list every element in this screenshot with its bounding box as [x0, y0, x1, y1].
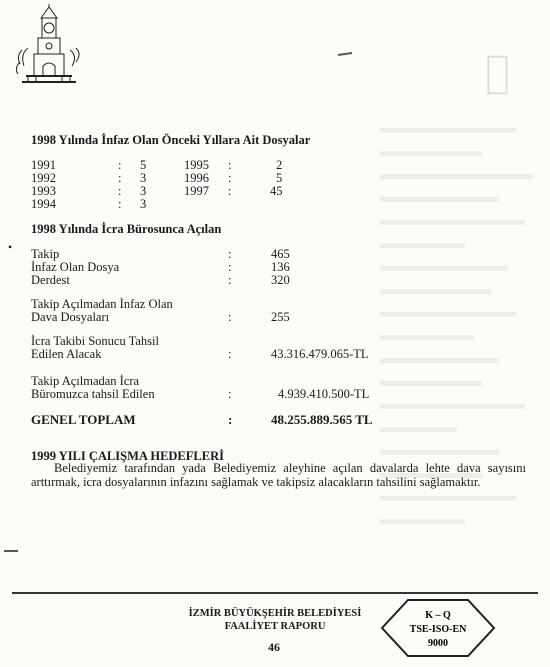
stat-label: Takip [31, 247, 60, 261]
quality-badge [378, 596, 498, 660]
colon: : [228, 247, 232, 261]
stat-value: 465 [271, 247, 290, 261]
stat-label-line1: Takip Açılmadan İnfaz Olan [31, 297, 173, 311]
year-cell: 1991 [31, 158, 56, 172]
scan-mark [338, 52, 352, 56]
colon: : [228, 412, 233, 427]
section-heading-prior-years: 1998 Yılında İnfaz Olan Önceki Yıllara Ait Dosyalar [31, 133, 311, 147]
footer-line1: İZMİR BÜYÜKŞEHİR BELEDİYESİ [188, 608, 362, 619]
colon: : [118, 158, 122, 172]
colon: : [118, 184, 122, 198]
stat-label-line1: İcra Takibi Sonucu Tahsil [31, 334, 159, 348]
year-cell: 1997 [184, 184, 209, 198]
stat-label-line1: Takip Açılmadan İcra [31, 374, 140, 388]
badge-top-text: K – Q [425, 610, 451, 621]
amount-value: 43.316.479.065-TL [271, 347, 369, 361]
amount-value: 4.939.410.500-TL [278, 387, 370, 401]
count-cell: 2 [276, 158, 283, 172]
year-cell: 1993 [31, 184, 56, 198]
footer-rule [12, 592, 538, 594]
count-cell: 5 [276, 171, 283, 185]
colon: : [228, 171, 232, 185]
stat-label-line2: Edilen Alacak [31, 347, 102, 361]
grand-total-value: 48.255.889.565 TL [271, 412, 373, 427]
footer-publisher [165, 607, 385, 633]
count-cell: 3 [140, 184, 147, 198]
stat-value: 320 [271, 273, 290, 287]
stat-label: İnfaz Olan Dosya [31, 260, 120, 274]
stat-value: 136 [271, 260, 290, 274]
badge-bottom-text: 9000 [428, 638, 448, 649]
colon: : [228, 260, 232, 274]
year-cell: 1992 [31, 171, 56, 185]
count-cell: 45 [270, 184, 283, 198]
year-cell: 1996 [184, 171, 209, 185]
stat-label-line2: Dava Dosyaları [31, 310, 110, 324]
colon: : [118, 171, 122, 185]
page-number: 46 [268, 640, 280, 654]
footer-line2: FAALİYET RAPORU [224, 621, 326, 632]
scan-mark: • [8, 240, 13, 254]
year-cell: 1995 [184, 158, 209, 172]
colon: : [228, 273, 232, 287]
scan-mark [4, 550, 18, 552]
count-cell: 5 [140, 158, 147, 172]
count-cell: 3 [140, 197, 147, 211]
grand-total-label: GENEL TOPLAM [31, 412, 136, 427]
colon: : [228, 158, 232, 172]
section-heading-1999-goals: 1999 YILI ÇALIŞMA HEDEFLERİ [31, 449, 224, 463]
stat-value: 255 [271, 310, 290, 324]
goals-paragraph: Belediyemiz tarafından yada Belediyemiz aleyhine açılan davalarda lehte dava sayısını arttırmak, icra dosyalarının infazını sağlamak ve takipsiz alacakların tahsilini sağlamaktır. [31, 461, 526, 489]
izmir-clock-tower-icon [14, 4, 84, 94]
colon: : [118, 197, 122, 211]
colon: : [228, 387, 232, 401]
colon: : [228, 347, 232, 361]
colon: : [228, 310, 232, 324]
badge-middle-text: TSE-ISO-EN [409, 624, 467, 635]
colon: : [228, 184, 232, 198]
section-heading-enforcement-office: 1998 Yılında İcra Bürosunca Açılan [31, 222, 222, 236]
stat-label: Derdest [31, 273, 70, 287]
stat-label-line2: Büromuzca tahsil Edilen [31, 387, 155, 401]
bleed-through-tower-icon [470, 50, 525, 100]
count-cell: 3 [140, 171, 147, 185]
year-cell: 1994 [31, 197, 56, 211]
